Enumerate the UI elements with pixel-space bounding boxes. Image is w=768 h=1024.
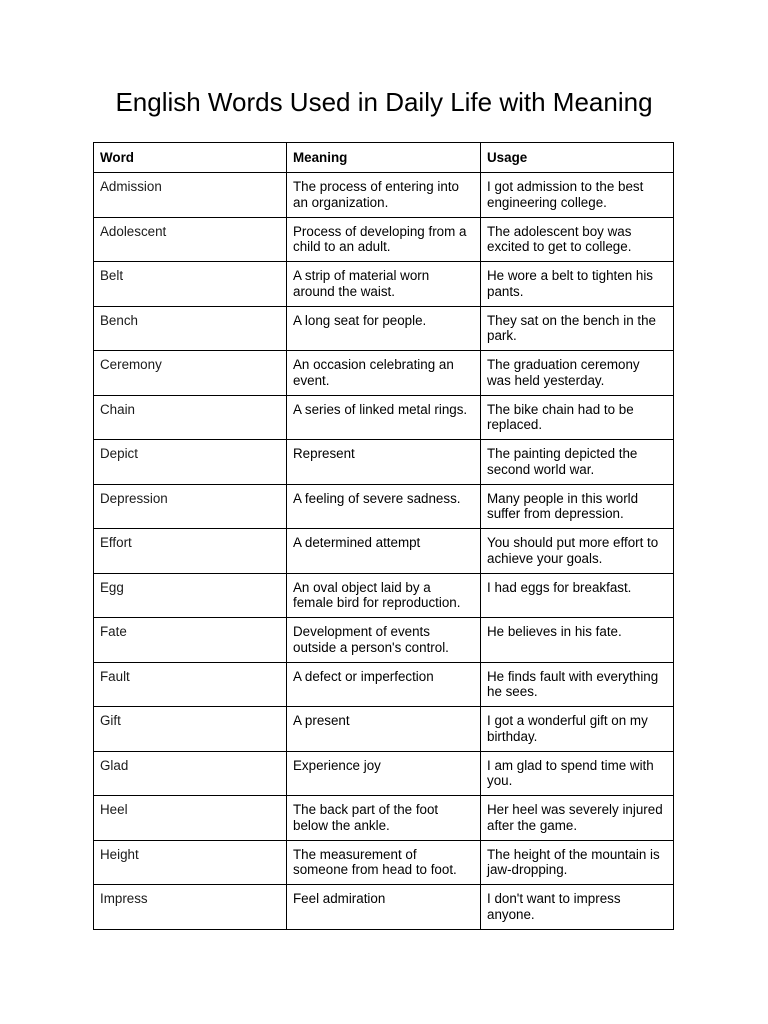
meaning-cell: A feeling of severe sadness. xyxy=(287,484,481,529)
word-cell: Chain xyxy=(94,395,287,440)
word-cell: Bench xyxy=(94,306,287,351)
table-row xyxy=(94,484,674,529)
meaning-cell: Process of developing from a child to an adult. xyxy=(287,217,481,262)
usage-cell: They sat on the bench in the park. xyxy=(481,306,674,351)
table-row xyxy=(94,395,674,440)
meaning-cell: An occasion celebrating an event. xyxy=(287,351,481,396)
word-cell: Adolescent xyxy=(94,217,287,262)
table-row xyxy=(94,840,674,885)
word-cell: Fault xyxy=(94,662,287,707)
usage-cell: The bike chain had to be replaced. xyxy=(481,395,674,440)
table-row xyxy=(94,751,674,796)
usage-cell: He finds fault with everything he sees. xyxy=(481,662,674,707)
usage-cell: Many people in this world suffer from depression. xyxy=(481,484,674,529)
usage-cell: I got admission to the best engineering college. xyxy=(481,173,674,218)
table-row xyxy=(94,351,674,396)
usage-cell: I got a wonderful gift on my birthday. xyxy=(481,707,674,752)
word-cell: Depression xyxy=(94,484,287,529)
usage-cell: Her heel was severely injured after the game. xyxy=(481,796,674,841)
word-cell: Impress xyxy=(94,885,287,930)
table-row xyxy=(94,796,674,841)
word-cell: Fate xyxy=(94,618,287,663)
meaning-cell: A strip of material worn around the waist. xyxy=(287,262,481,307)
table-row xyxy=(94,173,674,218)
meaning-cell: Experience joy xyxy=(287,751,481,796)
usage-cell: The graduation ceremony was held yesterday. xyxy=(481,351,674,396)
table-body xyxy=(94,173,674,930)
usage-cell: I had eggs for breakfast. xyxy=(481,573,674,618)
meaning-cell: A present xyxy=(287,707,481,752)
table-row xyxy=(94,306,674,351)
word-cell: Egg xyxy=(94,573,287,618)
usage-cell: I don't want to impress anyone. xyxy=(481,885,674,930)
meaning-cell: The process of entering into an organization. xyxy=(287,173,481,218)
meaning-cell: A defect or imperfection xyxy=(287,662,481,707)
table-header-row xyxy=(94,143,674,173)
table-row xyxy=(94,662,674,707)
usage-cell: He wore a belt to tighten his pants. xyxy=(481,262,674,307)
usage-cell: The adolescent boy was excited to get to college. xyxy=(481,217,674,262)
vocabulary-table xyxy=(93,142,674,930)
word-cell: Ceremony xyxy=(94,351,287,396)
meaning-cell: A long seat for people. xyxy=(287,306,481,351)
usage-cell: You should put more effort to achieve your goals. xyxy=(481,529,674,574)
meaning-cell: The back part of the foot below the ankle. xyxy=(287,796,481,841)
meaning-cell: A determined attempt xyxy=(287,529,481,574)
column-header-meaning: Meaning xyxy=(287,143,481,173)
word-cell: Admission xyxy=(94,173,287,218)
column-header-usage: Usage xyxy=(481,143,674,173)
table-row xyxy=(94,707,674,752)
table-row xyxy=(94,217,674,262)
page-title: English Words Used in Daily Life with Meaning xyxy=(115,87,653,117)
word-cell: Heel xyxy=(94,796,287,841)
table-row xyxy=(94,618,674,663)
usage-cell: The height of the mountain is jaw-dropping. xyxy=(481,840,674,885)
table-row xyxy=(94,262,674,307)
meaning-cell: Represent xyxy=(287,440,481,485)
column-header-word: Word xyxy=(94,143,287,173)
meaning-cell: A series of linked metal rings. xyxy=(287,395,481,440)
usage-cell: The painting depicted the second world war. xyxy=(481,440,674,485)
meaning-cell: Development of events outside a person's control. xyxy=(287,618,481,663)
table-row xyxy=(94,529,674,574)
meaning-cell: An oval object laid by a female bird for reproduction. xyxy=(287,573,481,618)
table-row xyxy=(94,573,674,618)
meaning-cell: The measurement of someone from head to foot. xyxy=(287,840,481,885)
usage-cell: I am glad to spend time with you. xyxy=(481,751,674,796)
meaning-cell: Feel admiration xyxy=(287,885,481,930)
word-cell: Height xyxy=(94,840,287,885)
word-cell: Gift xyxy=(94,707,287,752)
word-cell: Effort xyxy=(94,529,287,574)
word-cell: Glad xyxy=(94,751,287,796)
word-cell: Depict xyxy=(94,440,287,485)
table-row xyxy=(94,885,674,930)
word-cell: Belt xyxy=(94,262,287,307)
usage-cell: He believes in his fate. xyxy=(481,618,674,663)
table-row xyxy=(94,440,674,485)
